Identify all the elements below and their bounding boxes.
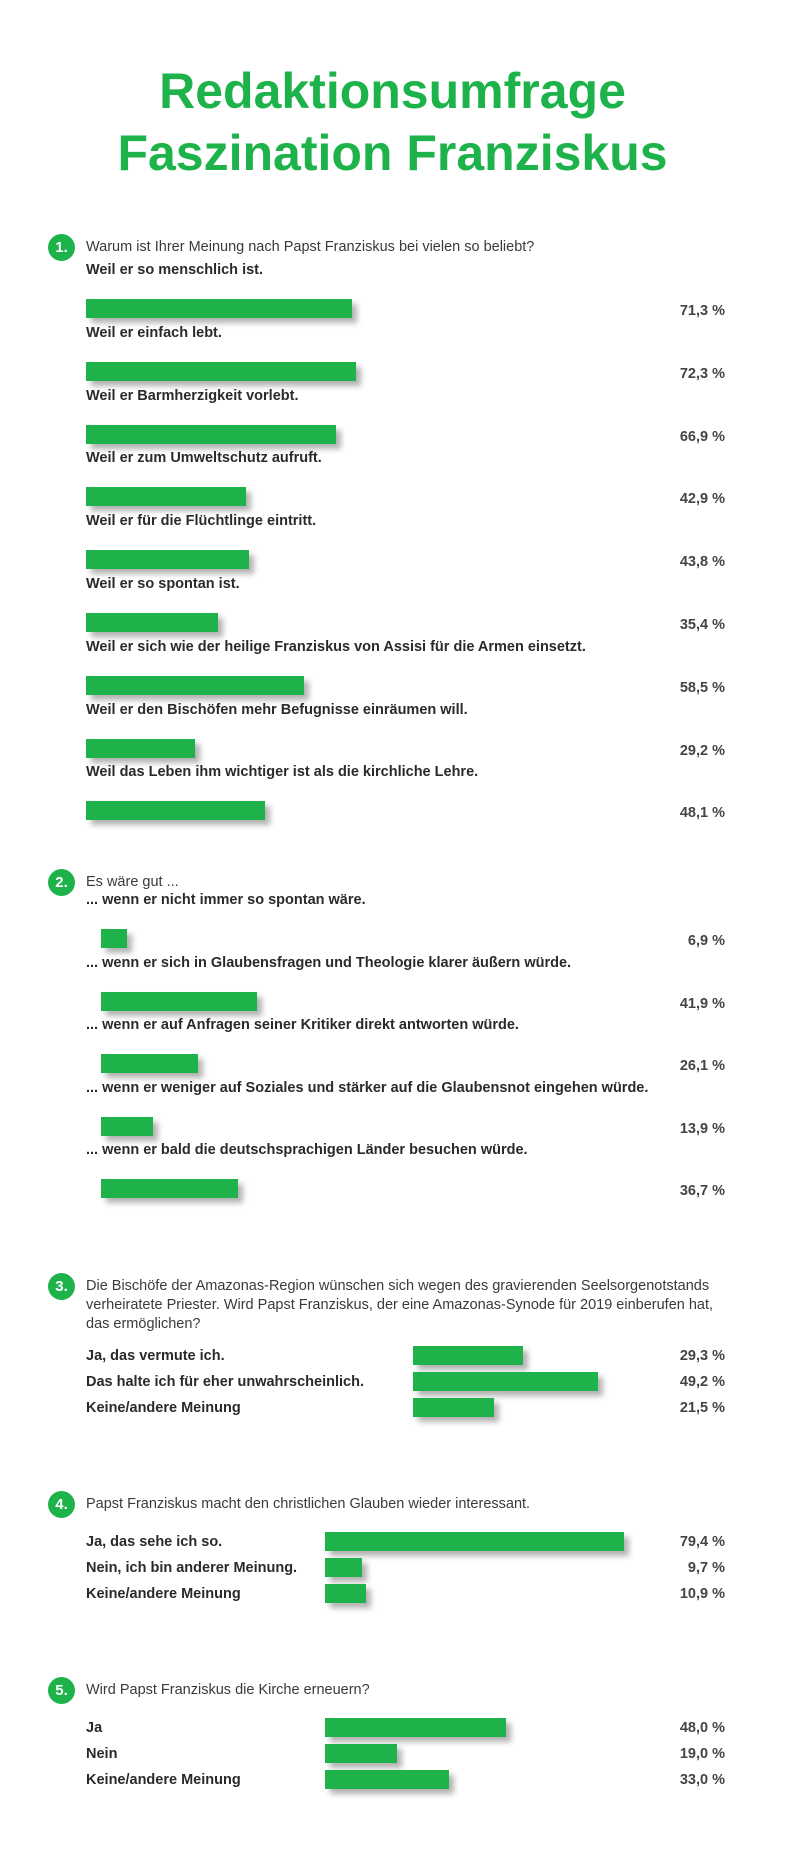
answer-label: Nein — [86, 1746, 118, 1762]
answer-bar — [86, 299, 352, 318]
answer-bar — [413, 1372, 598, 1391]
answer-percentage: 43,8 % — [679, 554, 725, 571]
answer-label: Weil er den Bischöfen mehr Befugnisse einräumen will. — [86, 701, 468, 718]
answer-bar — [86, 613, 218, 632]
answer-bar — [86, 425, 336, 444]
answer-percentage: 21,5 % — [679, 1400, 725, 1416]
answer-bar — [86, 550, 249, 569]
answer-bar — [86, 801, 265, 820]
answer-label: Weil er so menschlich ist. — [86, 262, 264, 278]
answer-bar — [413, 1398, 494, 1417]
answer-bar — [86, 362, 356, 381]
answer-label: Weil er Barmherzigkeit vorlebt. — [86, 387, 299, 404]
answer-percentage: 26,1 % — [679, 1058, 725, 1074]
answer-percentage: 42,9 % — [679, 491, 725, 508]
question-number-badge: 5. — [48, 1677, 75, 1704]
page-title — [0, 60, 785, 184]
answer-label: Keine/andere Meinung — [86, 1586, 241, 1602]
question-number-badge: 3. — [48, 1273, 75, 1300]
answer-label: Das halte ich für eher unwahrscheinlich. — [86, 1374, 364, 1390]
answer-bar — [325, 1770, 449, 1789]
answer-label: Weil das Leben ihm wichtiger ist als die kirchliche Lehre. — [86, 764, 479, 781]
answer-bar — [325, 1532, 624, 1551]
title-line-2: Faszination Franziskus — [117, 125, 668, 181]
answer-percentage: 33,0 % — [679, 1772, 725, 1788]
question-text: Wird Papst Franziskus die Kirche erneuern? — [86, 1682, 370, 1698]
title-line-1: Redaktionsumfrage — [159, 63, 626, 119]
answer-bar — [86, 676, 304, 695]
answer-label: ... wenn er auf Anfragen seiner Kritiker direkt antworten würde. — [86, 1017, 519, 1033]
answer-percentage: 41,9 % — [679, 995, 725, 1012]
answer-percentage: 66,9 % — [679, 428, 725, 445]
answer-label: Weil er für die Flüchtlinge eintritt. — [86, 513, 317, 530]
answer-percentage: 19,0 % — [679, 1746, 725, 1762]
answer-label: ... wenn er bald die deutschsprachigen Länder besuchen würde. — [86, 1142, 528, 1158]
answer-percentage: 29,3 % — [679, 1348, 725, 1364]
answer-label: Weil er einfach lebt. — [86, 324, 222, 341]
question-text: Die Bischöfe der Amazonas-Region wünschen sich wegen des gravierenden Seelsorgenotstands verheiratete Priester. Wird Papst Franziskus, der eine Amazonas-Synode für 2019 einberufen hat, das ermöglichen? — [86, 1278, 714, 1332]
answer-label: ... wenn er sich in Glaubensfragen und Theologie klarer äußern würde. — [86, 954, 572, 971]
answer-bar — [101, 992, 257, 1011]
answer-label: Weil er so spontan ist. — [86, 576, 240, 592]
answer-percentage: 36,7 % — [679, 1183, 725, 1199]
question-number-badge: 4. — [48, 1491, 75, 1518]
answer-percentage: 71,3 % — [679, 303, 725, 319]
answer-percentage: 58,5 % — [679, 679, 725, 696]
answer-percentage: 13,9 % — [679, 1120, 725, 1137]
answer-percentage: 48,0 % — [679, 1720, 725, 1736]
question-text: Es wäre gut ... — [86, 874, 179, 890]
answer-bar — [325, 1718, 506, 1737]
answer-label: Nein, ich bin anderer Meinung. — [86, 1560, 298, 1576]
answer-bar — [325, 1584, 366, 1603]
question-text: Papst Franziskus macht den christlichen Glauben wieder interessant. — [86, 1496, 531, 1512]
answer-bar — [86, 739, 195, 758]
answer-percentage: 10,9 % — [679, 1586, 725, 1602]
answer-bar — [101, 1179, 238, 1198]
question-number-badge: 1. — [48, 234, 75, 261]
answer-percentage: 9,7 % — [687, 1560, 725, 1576]
answer-percentage: 49,2 % — [679, 1374, 725, 1390]
answer-label: Weil er sich wie der heilige Franziskus von Assisi für die Armen einsetzt. — [86, 638, 586, 655]
answer-label: ... wenn er weniger auf Soziales und stärker auf die Glaubensnot eingehen würde. — [86, 1079, 649, 1096]
answer-label: Ja, das sehe ich so. — [86, 1534, 223, 1550]
answer-bar — [101, 1054, 198, 1073]
answer-percentage: 48,1 % — [679, 805, 725, 822]
answer-bar — [101, 929, 127, 948]
answer-percentage: 79,4 % — [679, 1534, 725, 1550]
answer-label: Ja — [86, 1720, 103, 1736]
answer-percentage: 35,4 % — [679, 617, 725, 633]
question-text: Warum ist Ihrer Meinung nach Papst Franziskus bei vielen so beliebt? — [86, 239, 535, 255]
answer-percentage: 72,3 % — [679, 365, 725, 382]
question-number-badge: 2. — [48, 869, 75, 896]
answer-percentage: 6,9 % — [687, 933, 725, 949]
answer-bar — [101, 1117, 153, 1136]
answer-label: Weil er zum Umweltschutz aufruft. — [86, 450, 322, 467]
answer-bar — [413, 1346, 523, 1365]
answer-bar — [86, 487, 246, 506]
answer-label: Keine/andere Meinung — [86, 1400, 241, 1416]
answer-label: Ja, das vermute ich. — [86, 1348, 225, 1364]
answer-bar — [325, 1558, 362, 1577]
answer-percentage: 29,2 % — [679, 742, 725, 759]
answer-label: ... wenn er nicht immer so spontan wäre. — [86, 892, 366, 908]
answer-bar — [325, 1744, 397, 1763]
answer-label: Keine/andere Meinung — [86, 1772, 241, 1788]
